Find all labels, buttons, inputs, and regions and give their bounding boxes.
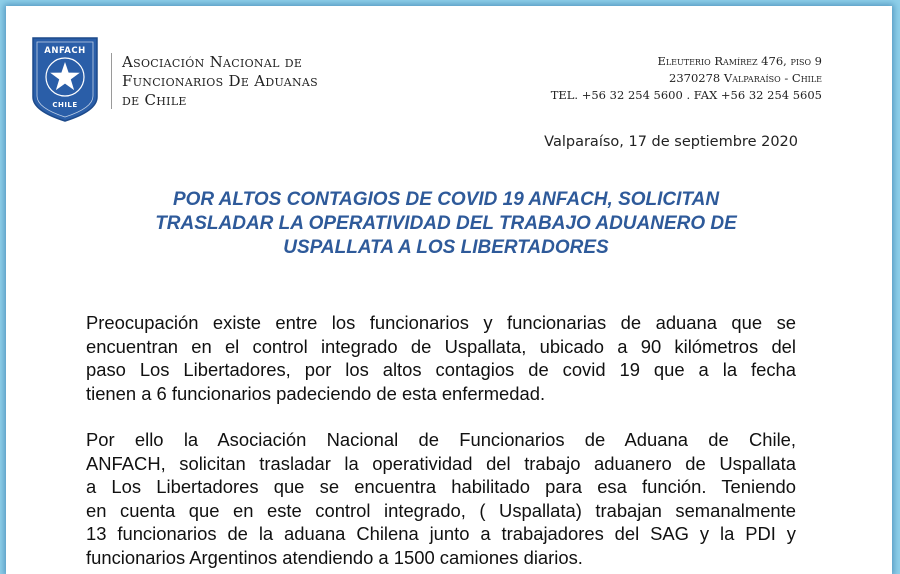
paragraph-line: a Los Libertadores que se encuentra habilitado para esa función. Teniendo — [86, 476, 796, 497]
paragraph-line: encuentran en el control integrado de Uspallata, ubicado a 90 kilómetros del — [86, 335, 796, 357]
paragraph-line: 13 funcionarios de la aduana Chilena junto a trabajadores del SAG y la PDI y — [86, 523, 796, 544]
paragraph-line: paso Los Libertadores, por los altos contagios de covid 19 que a la fecha — [86, 359, 796, 380]
address-line: 2370278 Valparaíso - Chile — [669, 71, 822, 85]
address-line: Eleuterio Ramírez 476, piso 9 — [657, 54, 822, 68]
body-text — [86, 311, 796, 574]
organization-address — [551, 53, 822, 104]
org-name-line: Funcionarios De Aduanas — [122, 72, 318, 90]
logo-bottom-text: CHILE — [52, 101, 78, 109]
contact-line: TEL. +56 32 254 5600 . FAX +56 32 254 5605 — [550, 88, 822, 102]
anfach-logo — [30, 35, 100, 123]
paragraph-line: Por ello la Asociación Nacional de Funcionarios de Aduana de Chile, — [86, 429, 796, 450]
headline-line: USPALLATA A LOS LIBERTADORES — [283, 237, 609, 258]
paragraph-line: en cuenta que en este control integrado, ( Uspallata) trabajan semanalmente — [86, 499, 796, 521]
org-name-line: Asociación Nacional de — [122, 53, 303, 71]
headline-line: POR ALTOS CONTAGIOS DE COVID 19 ANFACH, SOLICITAN — [172, 189, 720, 210]
paragraph-2 — [86, 428, 796, 569]
paragraph-line: ANFACH, solicitan trasladar la operatividad del trabajo aduanero de Uspallata — [86, 452, 796, 474]
paragraph-line: funcionarios Argentinos atendiendo a 1500 camiones diarios. — [86, 546, 583, 568]
paragraph-line: Preocupación existe entre los funcionarios y funcionarias de aduana que se — [86, 312, 796, 333]
document-page — [6, 6, 892, 574]
header-divider — [111, 53, 112, 109]
document-date: Valparaíso, 17 de septiembre 2020 — [544, 134, 798, 150]
paragraph-line: tienen a 6 funcionarios padeciendo de esta enfermedad. — [86, 382, 546, 404]
organization-name — [122, 53, 318, 110]
press-headline — [66, 188, 826, 260]
logo-top-text: ANFACH — [44, 46, 86, 56]
org-name-line: de Chile — [122, 91, 187, 109]
headline-line: TRASLADAR LA OPERATIVIDAD DEL TRABAJO ADUANERO DE — [155, 213, 737, 234]
paragraph-1 — [86, 311, 796, 405]
